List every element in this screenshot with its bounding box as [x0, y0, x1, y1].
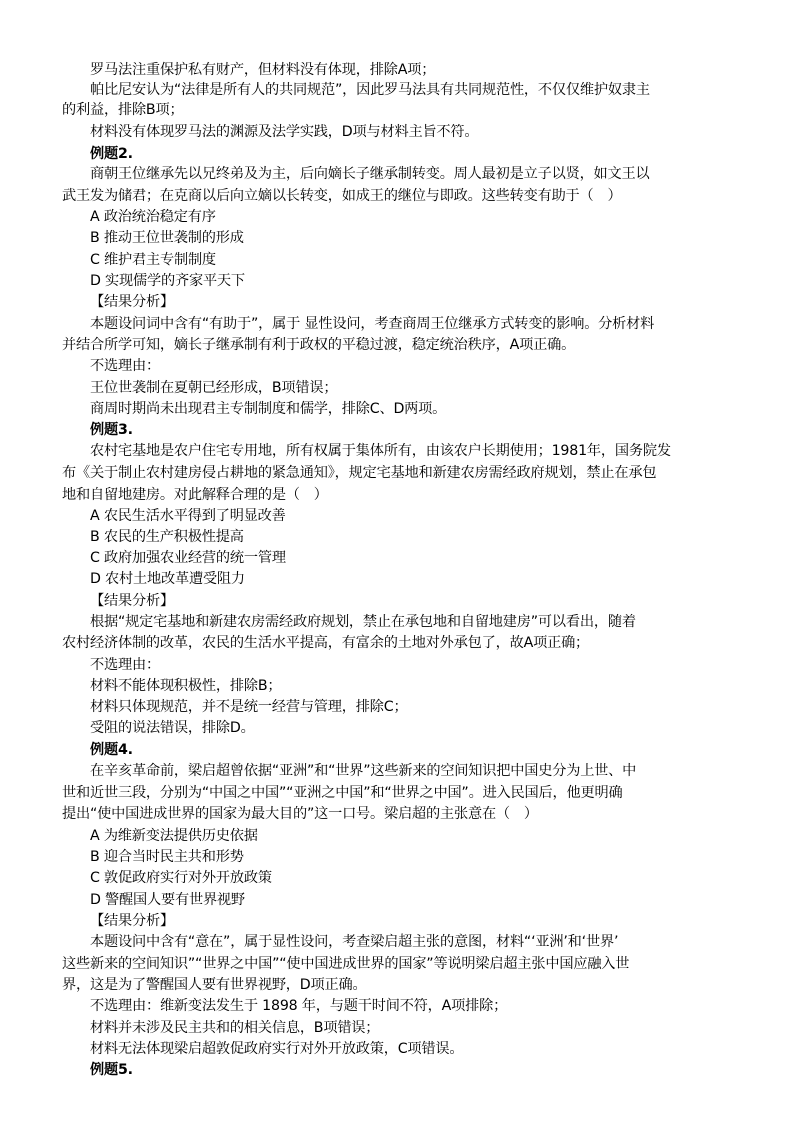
analysis-heading: 【结果分析】 [90, 593, 174, 609]
question-text: 世和近世三段，分别为“中国之中国”“亚洲之中国”和“世界之中国”。进入民国后，他更明确 [62, 785, 623, 801]
question-text: 商朝王位继承先以兄终弟及为主，后向嫡长子继承制转变。周人最初是立子以贤，如文王以 [90, 166, 650, 182]
text-line: 的利益，排除B项； [62, 102, 184, 118]
reason-text: 材料并未涉及民主共和的相关信息，B项错误； [90, 1020, 380, 1036]
reason-text: 材料无法体现梁启超敦促政府实行对外开放政策，C项错误。 [90, 1041, 464, 1057]
reason-text: 王位世袭制在夏朝已经形成，B项错误； [90, 380, 338, 396]
text-line: 帕比尼安认为“法律是所有人的共同规范”，因此罗马法具有共同规范性，不仅仅维护奴隶主 [90, 82, 650, 98]
reason-heading: 不选理由： [90, 358, 160, 374]
analysis-text: 本题设问中含有“意在”，属于显性设问，考查梁启超主张的意图，材料“‘亚洲’和‘世界’ [90, 934, 619, 950]
question-text: 地和自留地建房。对此解释合理的是（ ） [62, 487, 328, 503]
question-text: 布《关于制止农村建房侵占耕地的紧急通知》，规定宅基地和新建农房需经政府规划，禁止在承包 [62, 465, 657, 481]
option-b: B 农民的生产积极性提高 [90, 529, 244, 545]
analysis-text: 本题设问词中含有“有助于”，属于 显性设问，考查商周王位继承方式转变的影响。分析材料 [90, 316, 655, 332]
analysis-heading: 【结果分析】 [90, 913, 174, 929]
analysis-text: 根据“规定宅基地和新建农房需经政府规划，禁止在承包地和自留地建房”可以看出，随着 [90, 614, 636, 630]
reason-text: 受阻的说法错误，排除D。 [90, 720, 255, 736]
reason-text: 不选理由：维新变法发生于 1898 年，与题干时间不符，A项排除； [90, 998, 508, 1014]
option-c: C 敦促政府实行对外开放政策 [90, 870, 272, 886]
analysis-text: 这些新来的空间知识”“世界之中国”“使中国进成世界的国家”等说明梁启超主张中国应融入世 [62, 956, 630, 972]
option-a: A 政治统治稳定有序 [90, 209, 216, 225]
reason-text: 商周时期尚未出现君主专制制度和儒学，排除C、D两项。 [90, 401, 447, 417]
example-heading: 例题3. [90, 422, 133, 438]
question-text: 提出“使中国进成世界的国家为最大目的”这一口号。梁启超的主张意在（ ） [62, 806, 538, 822]
option-c: C 维护君主专制制度 [90, 252, 216, 268]
reason-heading: 不选理由： [90, 657, 160, 673]
option-c: C 政府加强农业经营的统一管理 [90, 550, 286, 566]
question-text: 在辛亥革命前，梁启超曾依据“亚洲”和“世界”这些新来的空间知识把中国史分为上世、中 [90, 763, 637, 779]
question-text: 农村宅基地是农户住宅专用地，所有权属于集体所有，由该农户长期使用；1981年，国务院发 [90, 443, 671, 459]
example-heading: 例题2. [90, 146, 133, 162]
option-b: B 推动王位世袭制的形成 [90, 230, 244, 246]
analysis-text: 并结合所学可知，嫡长子继承制有利于政权的平稳过渡，稳定统治秩序，A项正确。 [62, 337, 576, 353]
option-d: D 警醒国人要有世界视野 [90, 892, 245, 908]
text-line: 罗马法注重保护私有财产，但材料没有体现，排除A项； [90, 62, 436, 78]
option-a: A 农民生活水平得到了明显改善 [90, 508, 286, 524]
reason-text: 材料不能体现积极性，排除B； [90, 678, 282, 694]
analysis-text: 界，这是为了警醒国人要有世界视野，D项正确。 [62, 977, 367, 993]
option-b: B 迎合当时民主共和形势 [90, 849, 244, 865]
question-text: 武王发为储君；在克商以后向立嫡以长转变，如成王的继位与即政。这些转变有助于（ ） [62, 188, 622, 204]
analysis-text: 农村经济体制的改革，农民的生活水平提高，有富余的土地对外承包了，故A项正确； [62, 635, 590, 651]
option-a: A 为维新变法提供历史依据 [90, 828, 258, 844]
analysis-heading: 【结果分析】 [90, 294, 174, 310]
text-line: 材料没有体现罗马法的渊源及法学实践，D项与材料主旨不符。 [90, 124, 479, 140]
reason-text: 材料只体现规范，并不是统一经营与管理，排除C； [90, 699, 408, 715]
example-heading: 例题5. [90, 1062, 133, 1078]
option-d: D 实现儒学的齐家平天下 [90, 273, 245, 289]
option-d: D 农村土地改革遭受阻力 [90, 571, 245, 587]
example-heading: 例题4. [90, 742, 133, 758]
